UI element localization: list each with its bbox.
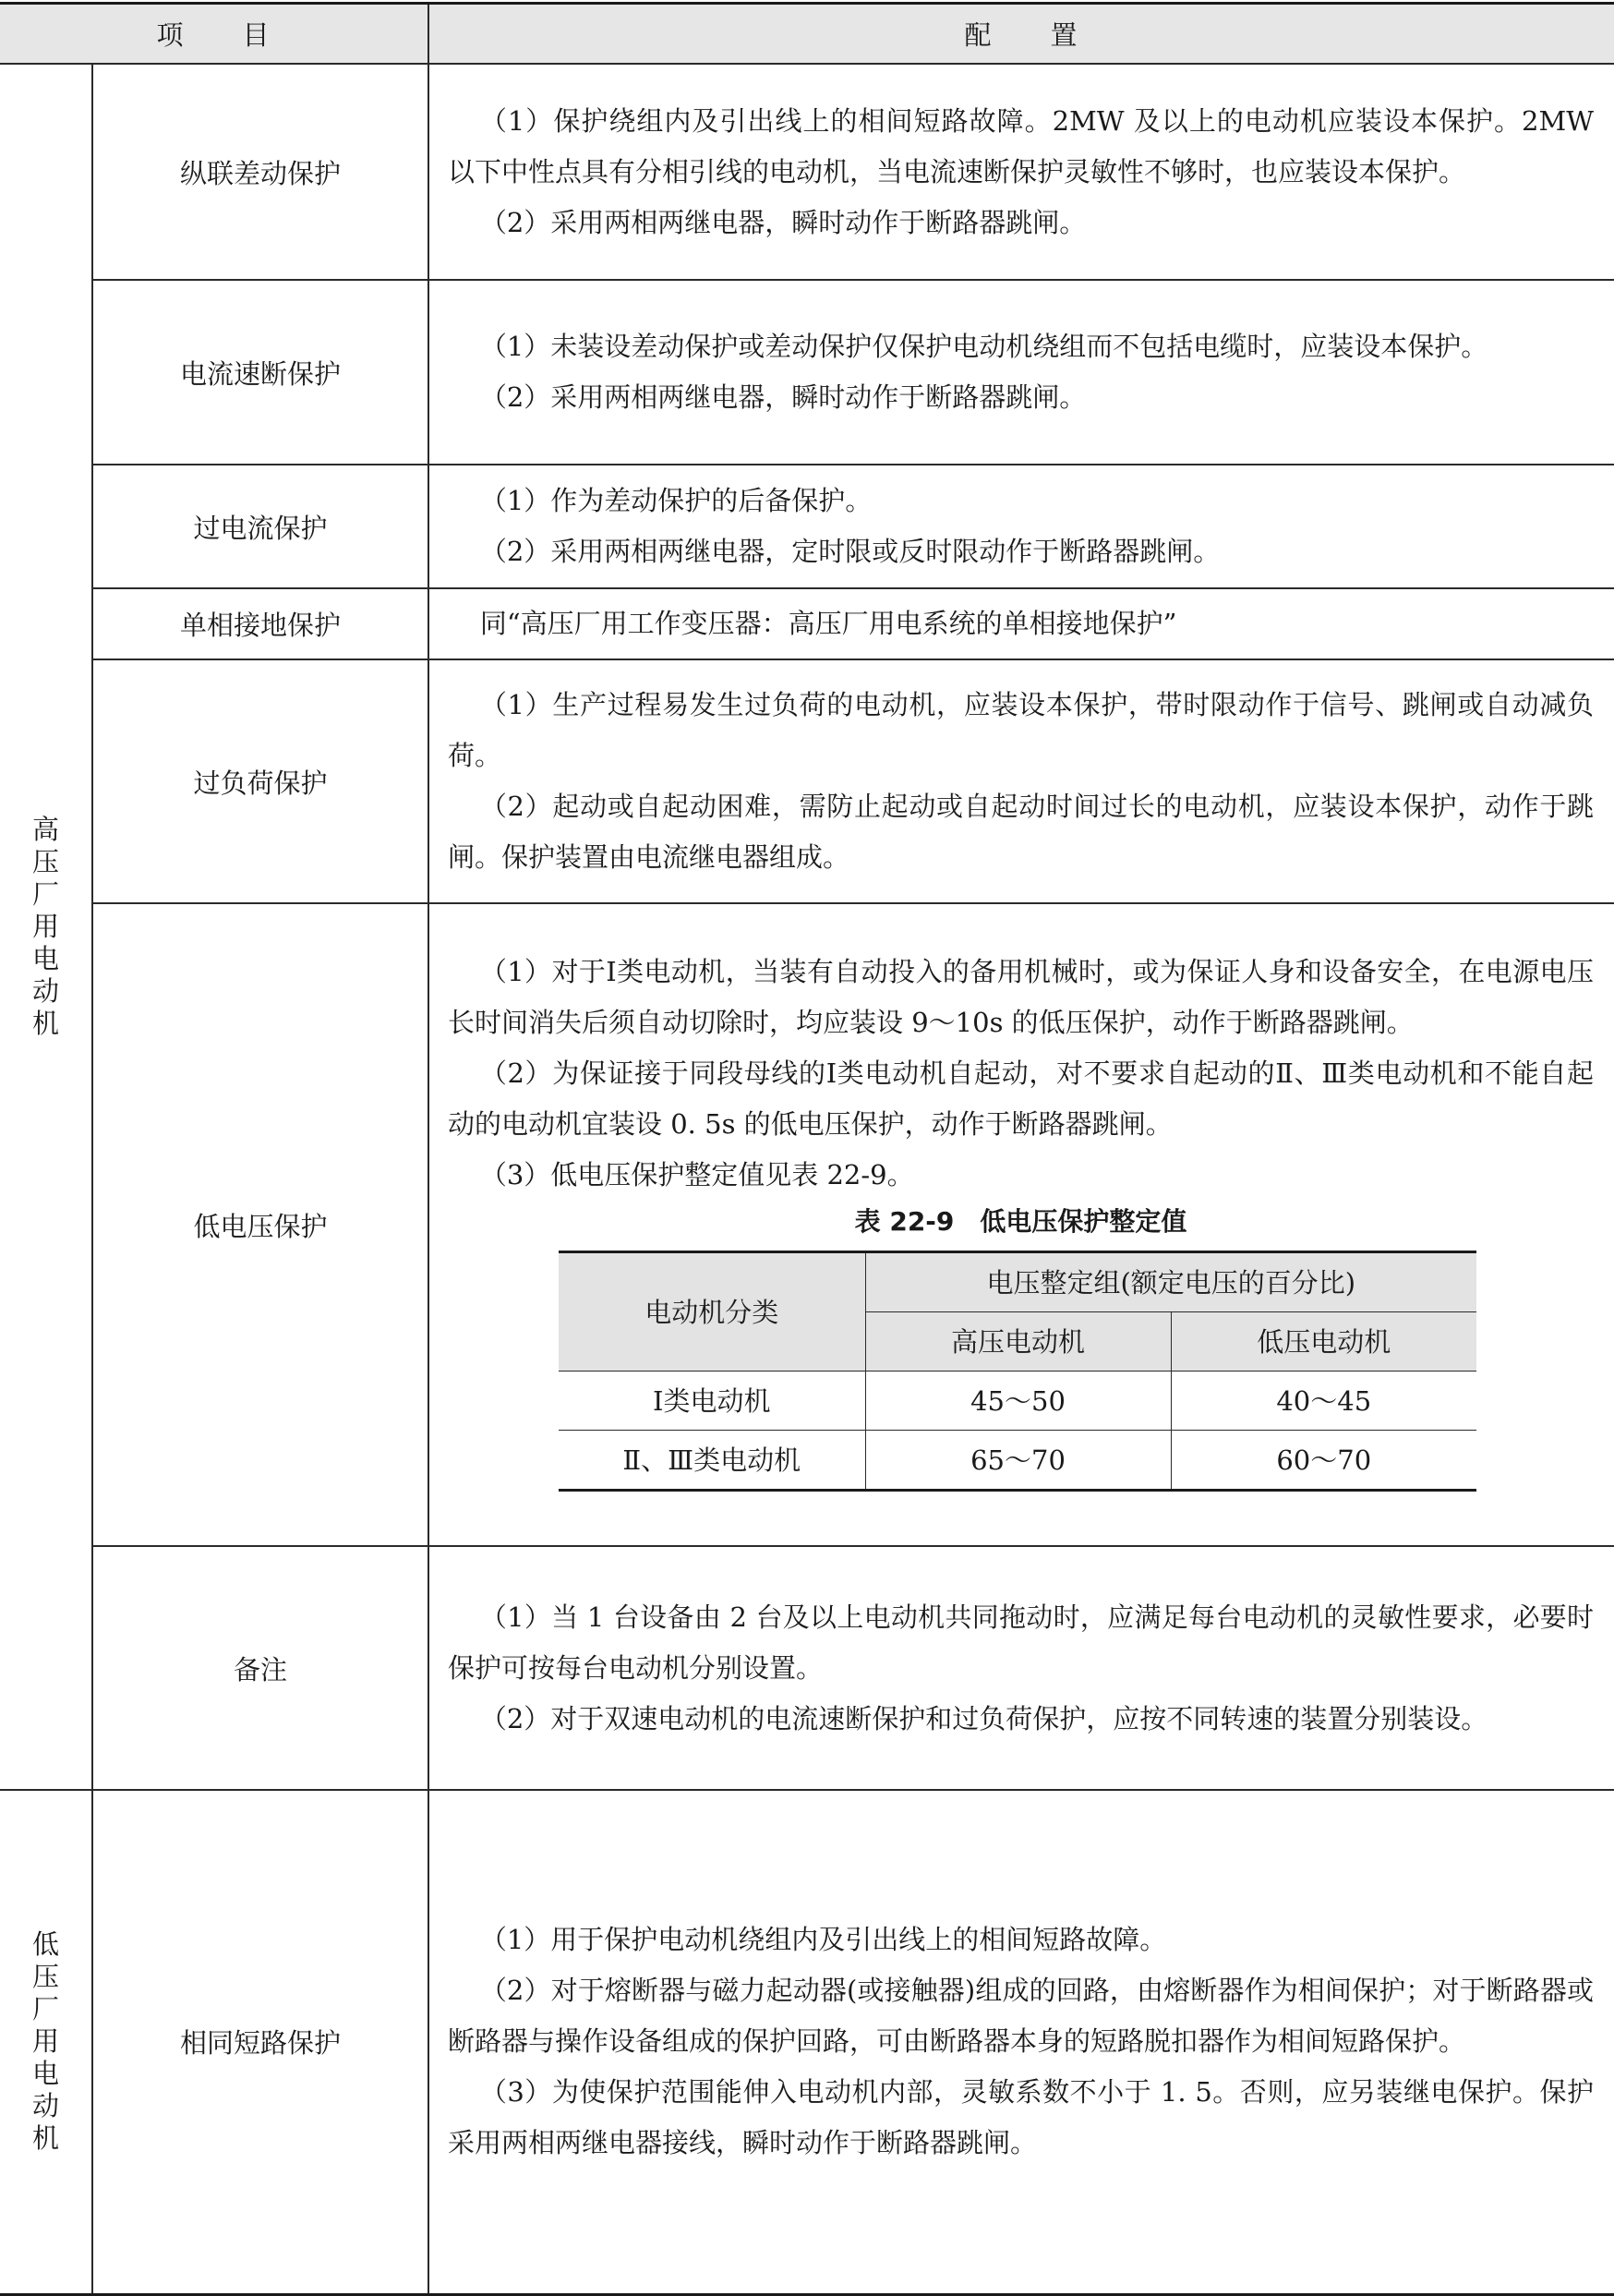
config-paragraph: （2）采用两相两继电器，定时限或反时限动作于断路器跳闸。 bbox=[479, 536, 1221, 567]
sub-table-title: 表 22-9 低电压保护整定值 bbox=[854, 1206, 1187, 1237]
config-paragraph: （3）为使保护范围能伸入电动机内部，灵敏系数不小于 1. 5。否则，应另装继电保护。保护采用两相两继电器接线，瞬时动作于断路器跳闸。 bbox=[448, 2076, 1595, 2159]
item-name: 过负荷保护 bbox=[92, 659, 428, 903]
config-paragraph: （1）当 1 台设备由 2 台及以上电动机共同拖动时，应满足每台电动机的灵敏性要求，必要时保护可按每台电动机分别设置。 bbox=[448, 1601, 1595, 1684]
low-voltage-setting-table bbox=[559, 1251, 1476, 1492]
sub-header-group: 电压整定组(额定电压的百分比) bbox=[865, 1252, 1476, 1312]
item-name: 纵联差动保护 bbox=[92, 64, 428, 280]
sub-header-low: 低压电动机 bbox=[1171, 1312, 1476, 1372]
config-paragraph: （2）起动或自起动困难，需防止起动或自起动时间过长的电动机，应装设本保护，动作于跳闸。保护装置由电流继电器组成。 bbox=[448, 791, 1595, 873]
sub-cell-motor: Ⅱ、Ⅲ类电动机 bbox=[559, 1431, 865, 1491]
table-row bbox=[0, 659, 1614, 903]
item-name: 过电流保护 bbox=[92, 465, 428, 588]
sub-cell-low: 40～45 bbox=[1171, 1372, 1476, 1431]
config-cell bbox=[428, 1790, 1614, 2294]
item-name: 电流速断保护 bbox=[92, 280, 428, 465]
table-row bbox=[0, 903, 1614, 1546]
table-row bbox=[0, 588, 1614, 659]
config-paragraph: （1）未装设差动保护或差动保护仅保护电动机绕组而不包括电缆时，应装设本保护。 bbox=[479, 331, 1488, 362]
config-paragraph: （1）用于保护电动机绕组内及引出线上的相间短路故障。 bbox=[479, 1924, 1167, 1956]
table-header-row bbox=[0, 4, 1614, 65]
sub-cell-low: 60～70 bbox=[1171, 1431, 1476, 1491]
sub-header-row bbox=[559, 1252, 1476, 1312]
config-paragraph: （1）对于Ⅰ类电动机，当装有自动投入的备用机械时，或为保证人身和设备安全，在电源电压长时间消失后须自动切除时，均应装设 9～10s 的低压保护，动作于断路器跳闸。 bbox=[448, 956, 1595, 1038]
header-item: 项 目 bbox=[0, 4, 428, 65]
config-paragraph: （1）保护绕组内及引出线上的相间短路故障。2MW 及以上的电动机应装设本保护。2MW 以下中性点具有分相引线的电动机，当电流速断保护灵敏性不够时，也应装设本保护。 bbox=[448, 104, 1595, 187]
config-paragraph: （2）对于双速电动机的电流速断保护和过负荷保护，应按不同转速的装置分别装设。 bbox=[479, 1702, 1488, 1734]
sub-cell-high: 45～50 bbox=[865, 1372, 1171, 1431]
sub-table-row bbox=[559, 1431, 1476, 1491]
sub-header-high: 高压电动机 bbox=[865, 1312, 1171, 1372]
table-row bbox=[0, 1790, 1614, 2294]
config-paragraph: （2）采用两相两继电器，瞬时动作于断路器跳闸。 bbox=[479, 381, 1087, 413]
config-paragraph: 同“高压厂用工作变压器：高压厂用电系统的单相接地保护” bbox=[479, 608, 1177, 639]
config-paragraph: （3）低电压保护整定值见表 22-9。 bbox=[479, 1159, 914, 1190]
config-cell bbox=[428, 1546, 1614, 1790]
table-row bbox=[0, 465, 1614, 588]
item-name: 相同短路保护 bbox=[92, 1790, 428, 2294]
motor-protection-table bbox=[0, 2, 1614, 2296]
config-cell bbox=[428, 280, 1614, 465]
category-high-voltage: 高压厂用电动机 bbox=[0, 64, 92, 1790]
config-paragraph: （2）为保证接于同段母线的Ⅰ类电动机自起动，对不要求自起动的Ⅱ、Ⅲ类电动机和不能自起动的电动机宜装设 0. 5s 的低电压保护，动作于断路器跳闸。 bbox=[448, 1057, 1595, 1140]
config-cell bbox=[428, 588, 1614, 659]
sub-cell-high: 65～70 bbox=[865, 1431, 1171, 1491]
table-row bbox=[0, 64, 1614, 280]
config-paragraph: （2）采用两相两继电器，瞬时动作于断路器跳闸。 bbox=[479, 206, 1087, 238]
item-name: 低电压保护 bbox=[92, 903, 428, 1546]
config-paragraph: （1）作为差动保护的后备保护。 bbox=[479, 485, 873, 516]
sub-cell-motor: Ⅰ类电动机 bbox=[559, 1372, 865, 1431]
config-paragraph: （1）生产过程易发生过负荷的电动机，应装设本保护，带时限动作于信号、跳闸或自动减负荷。 bbox=[448, 689, 1595, 771]
sub-header-motor: 电动机分类 bbox=[559, 1252, 865, 1372]
item-name: 单相接地保护 bbox=[92, 588, 428, 659]
header-config: 配 置 bbox=[428, 4, 1614, 65]
config-cell bbox=[428, 903, 1614, 1546]
table-row bbox=[0, 1546, 1614, 1790]
table-row bbox=[0, 280, 1614, 465]
config-cell bbox=[428, 659, 1614, 903]
config-cell bbox=[428, 64, 1614, 280]
sub-table-row bbox=[559, 1372, 1476, 1431]
config-cell bbox=[428, 465, 1614, 588]
item-name: 备注 bbox=[92, 1546, 428, 1790]
config-paragraph: （2）对于熔断器与磁力起动器(或接触器)组成的回路，由熔断器作为相间保护；对于断路器或断路器与操作设备组成的保护回路，可由断路器本身的短路脱扣器作为相间短路保护。 bbox=[448, 1975, 1595, 2058]
category-low-voltage: 低压厂用电动机 bbox=[0, 1790, 92, 2294]
